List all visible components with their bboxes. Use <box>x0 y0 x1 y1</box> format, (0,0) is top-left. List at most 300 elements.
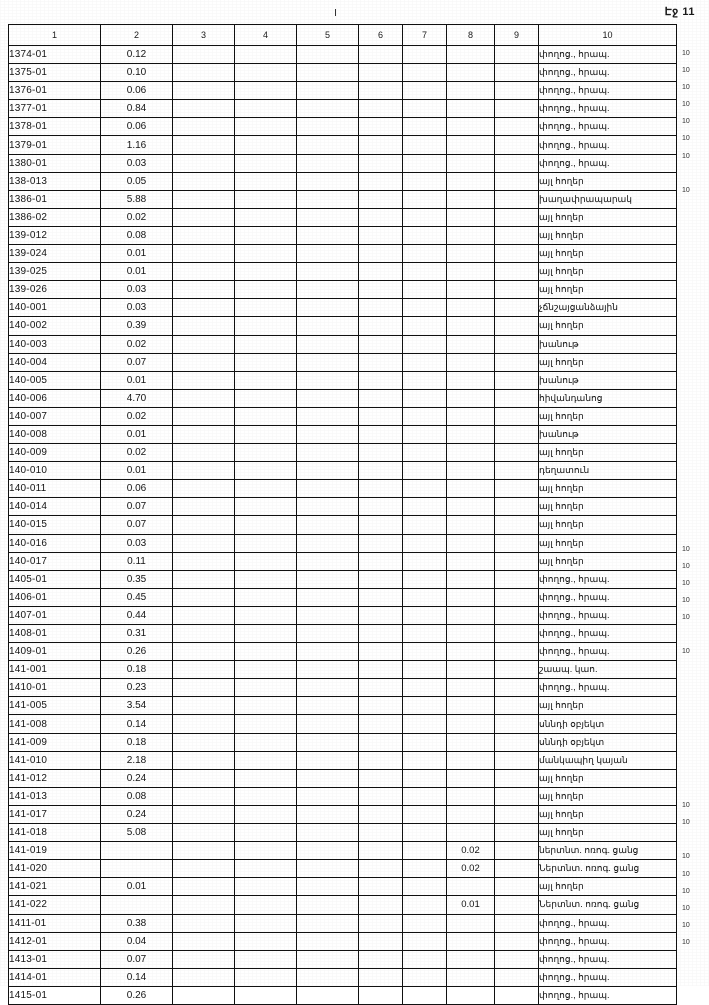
cell-area-9 <box>495 263 539 281</box>
cell-area-8 <box>447 462 495 480</box>
cell-area-9 <box>495 480 539 498</box>
cell-area-2: 0.26 <box>101 986 173 1004</box>
cell-area-3 <box>173 462 235 480</box>
margin-mark <box>680 421 708 438</box>
cell-area-3 <box>173 444 235 462</box>
cell-area-9 <box>495 733 539 751</box>
margin-mark <box>680 695 708 712</box>
cell-land-use: այլ հողեր <box>539 697 677 715</box>
cell-area-9 <box>495 226 539 244</box>
margin-mark <box>680 524 708 541</box>
cell-area-2: 0.01 <box>101 263 173 281</box>
table-row <box>9 842 677 860</box>
cell-area-8 <box>447 407 495 425</box>
cell-land-use: փողոց., հրապ. <box>539 588 677 606</box>
cell-area-5 <box>297 407 359 425</box>
cell-area-4 <box>235 733 297 751</box>
cell-land-use: այլ հողեր <box>539 824 677 842</box>
cell-area-3 <box>173 986 235 1004</box>
margin-mark <box>680 267 708 284</box>
cell-area-6 <box>359 968 403 986</box>
margin-mark <box>680 165 708 182</box>
cell-area-9 <box>495 208 539 226</box>
cell-area-2: 0.84 <box>101 100 173 118</box>
cell-area-6 <box>359 606 403 624</box>
cell-area-8 <box>447 317 495 335</box>
cell-code: 141-021 <box>9 878 101 896</box>
cell-code: 1386-02 <box>9 208 101 226</box>
cell-code: 1409-01 <box>9 643 101 661</box>
cell-area-2: 0.03 <box>101 281 173 299</box>
cell-area-4 <box>235 317 297 335</box>
table-row <box>9 353 677 371</box>
cell-area-6 <box>359 751 403 769</box>
cell-area-2: 0.02 <box>101 444 173 462</box>
cell-land-use: այլ հողեր <box>539 516 677 534</box>
margin-mark <box>680 216 708 233</box>
cell-area-2: 0.01 <box>101 425 173 443</box>
cell-code: 140-004 <box>9 353 101 371</box>
cell-area-9 <box>495 516 539 534</box>
cell-area-8 <box>447 389 495 407</box>
cell-code: 140-003 <box>9 335 101 353</box>
cell-code: 140-015 <box>9 516 101 534</box>
cell-area-4 <box>235 136 297 154</box>
cell-area-9 <box>495 805 539 823</box>
cell-area-5 <box>297 245 359 263</box>
cell-area-3 <box>173 516 235 534</box>
cell-area-9 <box>495 136 539 154</box>
table-row <box>9 226 677 244</box>
cell-area-5 <box>297 950 359 968</box>
cell-land-use: այլ հողեր <box>539 444 677 462</box>
cell-area-6 <box>359 805 403 823</box>
cell-area-9 <box>495 661 539 679</box>
cell-area-6 <box>359 136 403 154</box>
table-row <box>9 606 677 624</box>
cell-area-7 <box>403 661 447 679</box>
column-header-9: 9 <box>495 25 539 46</box>
cell-area-5 <box>297 986 359 1004</box>
cell-area-2: 0.07 <box>101 516 173 534</box>
margin-mark <box>680 746 708 763</box>
cell-area-7 <box>403 245 447 263</box>
cell-code: 1407-01 <box>9 606 101 624</box>
cell-area-8 <box>447 625 495 643</box>
cell-area-6 <box>359 860 403 878</box>
cell-code: 1380-01 <box>9 154 101 172</box>
cell-area-5 <box>297 208 359 226</box>
table-row <box>9 697 677 715</box>
cell-area-9 <box>495 425 539 443</box>
cell-area-9 <box>495 353 539 371</box>
cell-area-4 <box>235 407 297 425</box>
cell-land-use: սննդի օբյեկտ <box>539 715 677 733</box>
column-header-5: 5 <box>297 25 359 46</box>
cell-area-3 <box>173 896 235 914</box>
margin-mark: 10 <box>682 545 690 553</box>
cell-land-use: այլ հողեր <box>539 226 677 244</box>
margin-mark <box>680 507 708 524</box>
cell-area-4 <box>235 968 297 986</box>
cell-land-use: այլ հողեր <box>539 480 677 498</box>
cell-area-6 <box>359 208 403 226</box>
cell-area-8 <box>447 371 495 389</box>
cell-area-2: 0.07 <box>101 950 173 968</box>
cell-area-9 <box>495 118 539 136</box>
cell-area-5 <box>297 317 359 335</box>
cell-area-7 <box>403 263 447 281</box>
cell-area-6 <box>359 226 403 244</box>
cell-area-5 <box>297 914 359 932</box>
cell-area-8 <box>447 968 495 986</box>
column-header-7: 7 <box>403 25 447 46</box>
cell-area-2: 2.18 <box>101 751 173 769</box>
cell-land-use: փողոց., հրապ. <box>539 986 677 1004</box>
cell-area-8 <box>447 769 495 787</box>
cell-area-7 <box>403 172 447 190</box>
cell-area-3 <box>173 787 235 805</box>
cell-area-2: 0.31 <box>101 625 173 643</box>
cell-area-4 <box>235 950 297 968</box>
cell-area-4 <box>235 281 297 299</box>
cell-area-8 <box>447 154 495 172</box>
cell-area-9 <box>495 64 539 82</box>
cell-code: 1378-01 <box>9 118 101 136</box>
table-row <box>9 82 677 100</box>
cell-area-2: 0.26 <box>101 643 173 661</box>
cell-area-7 <box>403 317 447 335</box>
cell-area-4 <box>235 100 297 118</box>
cell-area-4 <box>235 353 297 371</box>
cell-area-9 <box>495 914 539 932</box>
cell-area-7 <box>403 516 447 534</box>
cell-area-6 <box>359 462 403 480</box>
cell-area-8 <box>447 534 495 552</box>
cell-area-8 <box>447 643 495 661</box>
cell-land-use: այլ հողեր <box>539 498 677 516</box>
table-row <box>9 100 677 118</box>
margin-mark <box>680 831 708 848</box>
cell-area-7 <box>403 679 447 697</box>
table-row <box>9 281 677 299</box>
cell-area-4 <box>235 371 297 389</box>
margin-mark: 10 <box>682 614 690 622</box>
margin-mark: 10 <box>682 101 690 109</box>
cell-area-6 <box>359 679 403 697</box>
cell-code: 141-019 <box>9 842 101 860</box>
cell-code: 1376-01 <box>9 82 101 100</box>
margin-mark: 10 <box>682 870 690 878</box>
cell-code: 138-013 <box>9 172 101 190</box>
cell-area-5 <box>297 932 359 950</box>
cell-land-use: այլ հողեր <box>539 317 677 335</box>
cell-area-6 <box>359 552 403 570</box>
cell-area-9 <box>495 679 539 697</box>
cell-code: 1411-01 <box>9 914 101 932</box>
cell-area-7 <box>403 534 447 552</box>
cell-land-use: խանութ <box>539 425 677 443</box>
cell-land-use: այլ հողեր <box>539 245 677 263</box>
cell-code: 141-018 <box>9 824 101 842</box>
cell-code: 141-020 <box>9 860 101 878</box>
cell-area-4 <box>235 534 297 552</box>
cell-area-8 <box>447 208 495 226</box>
column-header-8: 8 <box>447 25 495 46</box>
cell-area-9 <box>495 986 539 1004</box>
cell-area-2: 0.02 <box>101 407 173 425</box>
cell-code: 140-016 <box>9 534 101 552</box>
cell-land-use: խաղափրապարակ <box>539 190 677 208</box>
cell-land-use: այլ հողեր <box>539 208 677 226</box>
cell-area-9 <box>495 245 539 263</box>
cell-area-4 <box>235 498 297 516</box>
cell-area-9 <box>495 715 539 733</box>
cell-land-use: փողոց., հրապ. <box>539 118 677 136</box>
cell-land-use: այլ հողեր <box>539 769 677 787</box>
cell-area-7 <box>403 606 447 624</box>
table-row <box>9 878 677 896</box>
cell-area-3 <box>173 606 235 624</box>
cell-area-9 <box>495 932 539 950</box>
margin-mark: 10 <box>682 802 690 810</box>
cell-area-6 <box>359 932 403 950</box>
cell-area-8 <box>447 118 495 136</box>
cell-area-7 <box>403 64 447 82</box>
cell-area-7 <box>403 552 447 570</box>
cell-area-7 <box>403 190 447 208</box>
cell-area-5 <box>297 805 359 823</box>
cell-area-3 <box>173 661 235 679</box>
cell-area-6 <box>359 245 403 263</box>
cell-area-5 <box>297 968 359 986</box>
cell-area-3 <box>173 842 235 860</box>
cell-area-3 <box>173 208 235 226</box>
margin-mark <box>680 438 708 455</box>
cell-area-6 <box>359 697 403 715</box>
cell-area-9 <box>495 498 539 516</box>
cell-area-8 <box>447 425 495 443</box>
cell-area-7 <box>403 986 447 1004</box>
cell-area-5 <box>297 462 359 480</box>
cell-area-3 <box>173 733 235 751</box>
margin-mark: 10 <box>682 135 690 143</box>
table-row <box>9 751 677 769</box>
cell-area-5 <box>297 661 359 679</box>
cell-code: 140-001 <box>9 299 101 317</box>
cell-area-3 <box>173 534 235 552</box>
cell-code: 141-005 <box>9 697 101 715</box>
margin-mark: 10 <box>682 579 690 587</box>
cell-area-4 <box>235 335 297 353</box>
cell-area-2: 4.70 <box>101 389 173 407</box>
column-header-10: 10 <box>539 25 677 46</box>
cell-area-6 <box>359 118 403 136</box>
cell-area-2: 3.54 <box>101 697 173 715</box>
cell-area-3 <box>173 715 235 733</box>
table-row <box>9 480 677 498</box>
cell-land-use: այլ հողեր <box>539 534 677 552</box>
cell-area-3 <box>173 769 235 787</box>
margin-mark <box>680 626 708 643</box>
cell-code: 140-002 <box>9 317 101 335</box>
cell-area-8 <box>447 82 495 100</box>
cell-area-6 <box>359 100 403 118</box>
cell-code: 140-010 <box>9 462 101 480</box>
cell-area-8 <box>447 172 495 190</box>
cell-area-4 <box>235 118 297 136</box>
cell-area-6 <box>359 480 403 498</box>
cell-area-7 <box>403 353 447 371</box>
margin-marks-column <box>680 45 708 951</box>
cell-area-5 <box>297 46 359 64</box>
cell-area-4 <box>235 805 297 823</box>
cell-area-9 <box>495 860 539 878</box>
cell-area-6 <box>359 444 403 462</box>
cell-area-5 <box>297 769 359 787</box>
cell-area-8: 0.02 <box>447 860 495 878</box>
cell-area-7 <box>403 715 447 733</box>
cell-area-5 <box>297 715 359 733</box>
table-row <box>9 932 677 950</box>
cell-area-6 <box>359 407 403 425</box>
cell-area-8 <box>447 190 495 208</box>
cell-area-5 <box>297 787 359 805</box>
cell-land-use: այլ հողեր <box>539 281 677 299</box>
cell-area-8 <box>447 715 495 733</box>
cell-area-3 <box>173 64 235 82</box>
cell-area-2: 0.18 <box>101 661 173 679</box>
table-row <box>9 64 677 82</box>
margin-mark: 10 <box>682 562 690 570</box>
cell-area-7 <box>403 208 447 226</box>
cell-area-4 <box>235 64 297 82</box>
cell-area-8 <box>447 878 495 896</box>
cell-area-7 <box>403 498 447 516</box>
table-row <box>9 805 677 823</box>
margin-mark <box>680 660 708 677</box>
page-tick-mark <box>335 9 336 16</box>
cell-area-4 <box>235 208 297 226</box>
cell-area-9 <box>495 751 539 769</box>
table-row <box>9 552 677 570</box>
cell-area-8 <box>447 64 495 82</box>
cell-code: 140-014 <box>9 498 101 516</box>
cell-area-3 <box>173 371 235 389</box>
cell-area-6 <box>359 534 403 552</box>
table-row <box>9 968 677 986</box>
cell-area-6 <box>359 371 403 389</box>
cell-area-7 <box>403 371 447 389</box>
margin-mark: 10 <box>682 67 690 75</box>
margin-mark <box>680 712 708 729</box>
cell-land-use: Ներտնտ. ոռոգ. ցանց <box>539 896 677 914</box>
cell-area-7 <box>403 896 447 914</box>
cell-area-6 <box>359 914 403 932</box>
cell-area-9 <box>495 317 539 335</box>
cell-area-7 <box>403 462 447 480</box>
cell-area-5 <box>297 226 359 244</box>
cell-area-4 <box>235 154 297 172</box>
cell-area-2: 5.88 <box>101 190 173 208</box>
cell-area-9 <box>495 878 539 896</box>
cell-area-8: 0.02 <box>447 842 495 860</box>
cell-area-9 <box>495 444 539 462</box>
cell-area-8 <box>447 353 495 371</box>
margin-mark <box>680 284 708 301</box>
cell-area-8 <box>447 226 495 244</box>
cell-land-use: այլ հողեր <box>539 805 677 823</box>
cell-area-3 <box>173 317 235 335</box>
margin-mark <box>680 301 708 318</box>
cell-land-use: փողոց., հրապ. <box>539 100 677 118</box>
column-header-1: 1 <box>9 25 101 46</box>
cell-area-4 <box>235 697 297 715</box>
table-row <box>9 407 677 425</box>
table-row <box>9 208 677 226</box>
cell-area-8 <box>447 570 495 588</box>
cell-land-use: խանութ <box>539 371 677 389</box>
table-row <box>9 389 677 407</box>
table-row <box>9 534 677 552</box>
cell-area-3 <box>173 805 235 823</box>
margin-mark: 10 <box>682 853 690 861</box>
cell-area-8 <box>447 751 495 769</box>
cell-area-6 <box>359 281 403 299</box>
table-row <box>9 462 677 480</box>
cell-code: 141-017 <box>9 805 101 823</box>
cell-area-5 <box>297 190 359 208</box>
cell-area-2: 0.39 <box>101 317 173 335</box>
cell-area-5 <box>297 606 359 624</box>
cell-area-6 <box>359 842 403 860</box>
cell-area-6 <box>359 317 403 335</box>
table-row <box>9 824 677 842</box>
cell-area-7 <box>403 697 447 715</box>
cell-area-2 <box>101 896 173 914</box>
cell-code: 1408-01 <box>9 625 101 643</box>
cell-code: 139-024 <box>9 245 101 263</box>
cell-code: 1375-01 <box>9 64 101 82</box>
margin-mark <box>680 233 708 250</box>
cell-area-4 <box>235 606 297 624</box>
cell-area-3 <box>173 299 235 317</box>
cell-area-6 <box>359 878 403 896</box>
cell-area-2 <box>101 860 173 878</box>
table-row <box>9 661 677 679</box>
cell-area-8 <box>447 787 495 805</box>
cell-area-7 <box>403 136 447 154</box>
cell-area-2: 1.16 <box>101 136 173 154</box>
margin-mark <box>680 250 708 267</box>
cell-code: 1414-01 <box>9 968 101 986</box>
table-row <box>9 190 677 208</box>
cell-code: 141-008 <box>9 715 101 733</box>
cell-area-3 <box>173 389 235 407</box>
cell-area-7 <box>403 787 447 805</box>
cell-area-2: 0.01 <box>101 462 173 480</box>
cell-area-5 <box>297 751 359 769</box>
cell-code: 140-017 <box>9 552 101 570</box>
cell-area-6 <box>359 154 403 172</box>
cell-area-4 <box>235 787 297 805</box>
cell-area-4 <box>235 643 297 661</box>
cell-area-3 <box>173 136 235 154</box>
margin-mark <box>680 455 708 472</box>
margin-mark <box>680 677 708 694</box>
cell-area-4 <box>235 263 297 281</box>
cell-land-use: փողոց., հրապ. <box>539 606 677 624</box>
